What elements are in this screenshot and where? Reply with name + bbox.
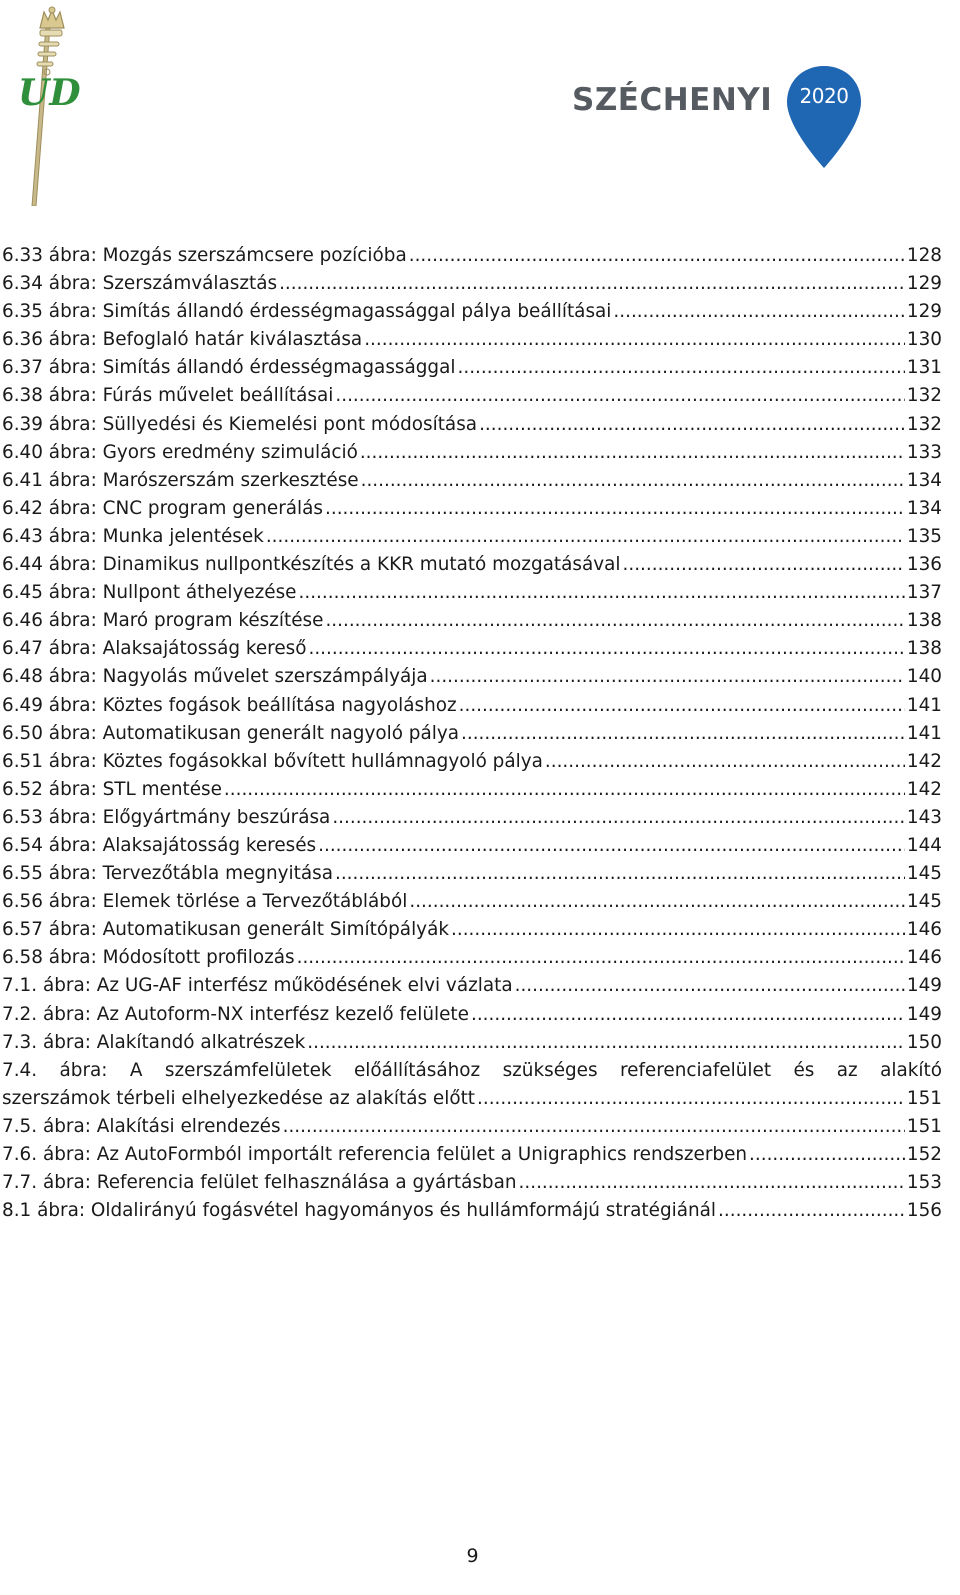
toc-entry-page: 140 — [906, 666, 942, 688]
toc-entry-page: 137 — [906, 582, 942, 604]
toc-entry — [2, 916, 942, 944]
toc-entry-label: 6.33 ábra: Mozgás szerszámcsere pozícióba — [2, 245, 407, 266]
toc-entry — [2, 1029, 942, 1057]
toc-leader-dots — [283, 1113, 905, 1141]
toc-leader-dots — [364, 326, 905, 354]
toc-entry — [2, 944, 942, 972]
toc-leader-dots — [318, 832, 905, 860]
toc-leader-dots — [718, 1197, 905, 1225]
toc-leader-dots — [279, 270, 905, 298]
toc-leader-dots — [451, 916, 905, 944]
toc-entry — [2, 298, 942, 326]
toc-entry-label: 6.46 ábra: Maró program készítése — [2, 610, 324, 632]
toc-entry-label: 6.37 ábra: Simítás állandó érdességmagassággal — [2, 357, 456, 379]
toc-entry — [2, 1141, 942, 1169]
toc-entry-label: szerszámok térbeli elhelyezkedése az alakítás előtt — [2, 1087, 475, 1109]
toc-entry — [2, 1113, 942, 1141]
toc-entry-page: 130 — [906, 329, 942, 351]
toc-entry — [2, 242, 942, 270]
toc-leader-dots — [409, 888, 905, 916]
toc-entry-label: 7.2. ábra: Az Autoform-NX interfész kezelő felülete — [2, 1003, 469, 1025]
toc-entry-page: 141 — [906, 722, 942, 744]
toc-entry-label: 6.56 ábra: Elemek törlése a Tervezőtáblából — [2, 891, 408, 913]
toc-leader-dots — [224, 776, 905, 804]
toc-leader-dots — [409, 242, 905, 270]
toc-entry-label: 6.42 ábra: CNC program generálás — [2, 497, 323, 519]
toc-entry — [2, 579, 942, 607]
toc-entry-page: 156 — [906, 1200, 942, 1222]
toc-entry-label: 7.5. ábra: Alakítási elrendezés — [2, 1115, 281, 1137]
toc-entry-label: 7.7. ábra: Referencia felület felhasználása a gyártásban — [2, 1172, 517, 1194]
toc-entry-page: 153 — [906, 1172, 942, 1194]
toc-entry-label: 6.41 ábra: Marószerszám szerkesztése — [2, 469, 359, 491]
szechenyi-logo-year: 2020 — [799, 84, 849, 108]
toc-entry-label: 6.48 ábra: Nagyolás művelet szerszámpályája — [2, 666, 428, 688]
toc-entry-label: 7.1. ábra: Az UG-AF interfész működésének elvi vázlata — [2, 975, 513, 997]
toc-entry — [2, 439, 942, 467]
toc-entry-label: 6.55 ábra: Tervezőtábla megnyitása — [2, 863, 333, 885]
toc-entry — [2, 326, 942, 354]
szechenyi-logo-word: SZÉCHENYI — [572, 82, 773, 118]
toc-entry-label: 6.43 ábra: Munka jelentések — [2, 525, 264, 547]
toc-entry-label: 6.53 ábra: Előgyártmány beszúrása — [2, 806, 331, 828]
toc-leader-dots — [335, 382, 905, 410]
toc-entry-label: 6.39 ábra: Süllyedési és Kiemelési pont módosítása — [2, 413, 478, 435]
toc-entry-label: 6.38 ábra: Fúrás művelet beállításai — [2, 385, 334, 407]
toc-entry-page: 145 — [906, 863, 942, 885]
toc-entry-page: 149 — [906, 1003, 942, 1025]
toc-entry-label: 6.54 ábra: Alaksajátosság keresés — [2, 834, 317, 856]
toc-entry-label-line1: 7.4. ábra: A szerszámfelületek előállításához szükséges referenciafelület és az alakító — [2, 1059, 942, 1081]
toc-entry-page: 142 — [906, 750, 942, 772]
toc-entry-label: 6.58 ábra: Módosított profilozás — [2, 947, 295, 969]
toc-entry — [2, 635, 942, 663]
toc-leader-dots — [335, 860, 905, 888]
toc-entry-line2 — [2, 1085, 942, 1113]
toc-leader-dots — [325, 607, 904, 635]
toc-entry — [2, 804, 942, 832]
toc-entry-page: 131 — [906, 357, 942, 379]
toc-leader-dots — [308, 635, 904, 663]
toc-leader-dots — [459, 692, 905, 720]
toc-entry-label: 6.40 ábra: Gyors eredmény szimuláció — [2, 441, 358, 463]
toc-leader-dots — [360, 439, 905, 467]
toc-leader-dots — [623, 551, 905, 579]
toc-entry — [2, 1057, 942, 1113]
toc-leader-dots — [519, 1169, 905, 1197]
toc-leader-dots — [613, 298, 904, 326]
szechenyi-2020-logo — [572, 64, 872, 170]
toc-entry-page: 134 — [906, 497, 942, 519]
toc-entry-label: 7.3. ábra: Alakítandó alkatrészek — [2, 1031, 306, 1053]
page-number: 9 — [466, 1545, 479, 1567]
toc-entry — [2, 748, 942, 776]
toc-leader-dots — [266, 523, 905, 551]
toc-entry-page: 129 — [906, 301, 942, 323]
toc-entry-label: 6.45 ábra: Nullpont áthelyezése — [2, 582, 297, 604]
toc-entry-page: 135 — [906, 525, 942, 547]
toc-entry-label: 6.52 ábra: STL mentése — [2, 778, 222, 800]
toc-entry — [2, 776, 942, 804]
toc-entry — [2, 663, 942, 691]
toc-leader-dots — [297, 944, 905, 972]
toc-entry-page: 143 — [906, 806, 942, 828]
toc-entry-page: 145 — [906, 891, 942, 913]
toc-entry-page: 144 — [906, 834, 942, 856]
toc-entry-page: 146 — [906, 919, 942, 941]
toc-entry-page: 129 — [906, 273, 942, 295]
toc-entry — [2, 607, 942, 635]
toc-entry — [2, 972, 942, 1000]
toc-entry — [2, 860, 942, 888]
toc-leader-dots — [332, 804, 905, 832]
toc-leader-dots — [545, 748, 905, 776]
toc-entry — [2, 1197, 942, 1225]
toc-entry-page: 132 — [906, 413, 942, 435]
toc-entry-page: 142 — [906, 778, 942, 800]
toc-leader-dots — [307, 1029, 905, 1057]
map-pin-icon — [784, 64, 864, 170]
toc-leader-dots — [430, 663, 905, 691]
toc-entry-label: 6.47 ábra: Alaksajátosság kereső — [2, 638, 307, 660]
toc-entry-page: 149 — [906, 975, 942, 997]
toc-entry — [2, 467, 942, 495]
toc-leader-dots — [461, 720, 905, 748]
toc-entry-page: 132 — [906, 385, 942, 407]
toc-entry-page: 133 — [906, 441, 942, 463]
toc-entry — [2, 270, 942, 298]
toc-entry-page: 150 — [906, 1031, 942, 1053]
toc-leader-dots — [325, 495, 905, 523]
toc-entry — [2, 888, 942, 916]
toc-entry-label: 6.49 ábra: Köztes fogások beállítása nagyoláshoz — [2, 694, 457, 716]
toc-entry — [2, 832, 942, 860]
toc-entry-page: 141 — [906, 694, 942, 716]
toc-leader-dots — [477, 1085, 905, 1113]
toc-leader-dots — [361, 467, 905, 495]
ud-logo-text: UD — [18, 72, 81, 114]
toc-entry-label: 6.50 ábra: Automatikusan generált nagyoló pálya — [2, 722, 460, 744]
toc-entry-page: 151 — [906, 1115, 942, 1137]
toc-entry — [2, 551, 942, 579]
toc-leader-dots — [479, 411, 905, 439]
toc-entry-page: 151 — [906, 1087, 942, 1109]
toc-entry — [2, 523, 942, 551]
toc-leader-dots — [471, 1001, 905, 1029]
toc-leader-dots — [299, 579, 905, 607]
toc-entry-label: 7.6. ábra: Az AutoFormból importált referencia felület a Unigraphics rendszerben — [2, 1144, 748, 1165]
ud-university-logo-icon — [6, 6, 86, 206]
toc-entry-page: 146 — [906, 947, 942, 969]
toc-entry — [2, 720, 942, 748]
toc-entry-page: 134 — [906, 469, 942, 491]
toc-entry-page: 136 — [906, 554, 942, 576]
toc-entry — [2, 692, 942, 720]
toc-leader-dots — [515, 972, 905, 1000]
page-header — [0, 0, 960, 220]
toc-entry-page: 138 — [906, 610, 942, 632]
toc-entry — [2, 1169, 942, 1197]
toc-entry-page: 152 — [906, 1144, 942, 1165]
toc-leader-dots — [458, 354, 905, 382]
toc-entry-label: 6.51 ábra: Köztes fogásokkal bővített hullámnagyoló pálya — [2, 750, 543, 772]
toc-entry — [2, 382, 942, 410]
toc-entry — [2, 1001, 942, 1029]
toc-entry-page: 128 — [906, 245, 942, 266]
list-of-figures — [2, 242, 942, 1225]
toc-leader-dots — [749, 1141, 905, 1169]
toc-entry-page: 138 — [906, 638, 942, 660]
toc-entry — [2, 495, 942, 523]
toc-entry-label: 6.35 ábra: Simítás állandó érdességmagassággal pálya beállításai — [2, 301, 612, 323]
toc-entry-label: 6.36 ábra: Befoglaló határ kiválasztása — [2, 329, 363, 351]
toc-entry-label: 6.44 ábra: Dinamikus nullpontkészítés a KKR mutató mozgatásával — [2, 554, 621, 576]
toc-entry-label: 6.34 ábra: Szerszámválasztás — [2, 273, 278, 295]
toc-entry — [2, 354, 942, 382]
toc-entry — [2, 411, 942, 439]
toc-entry-label: 8.1 ábra: Oldalirányú fogásvétel hagyományos és hullámformájú stratégiánál — [2, 1200, 717, 1222]
toc-entry-label: 6.57 ábra: Automatikusan generált Simítópályák — [2, 919, 449, 941]
